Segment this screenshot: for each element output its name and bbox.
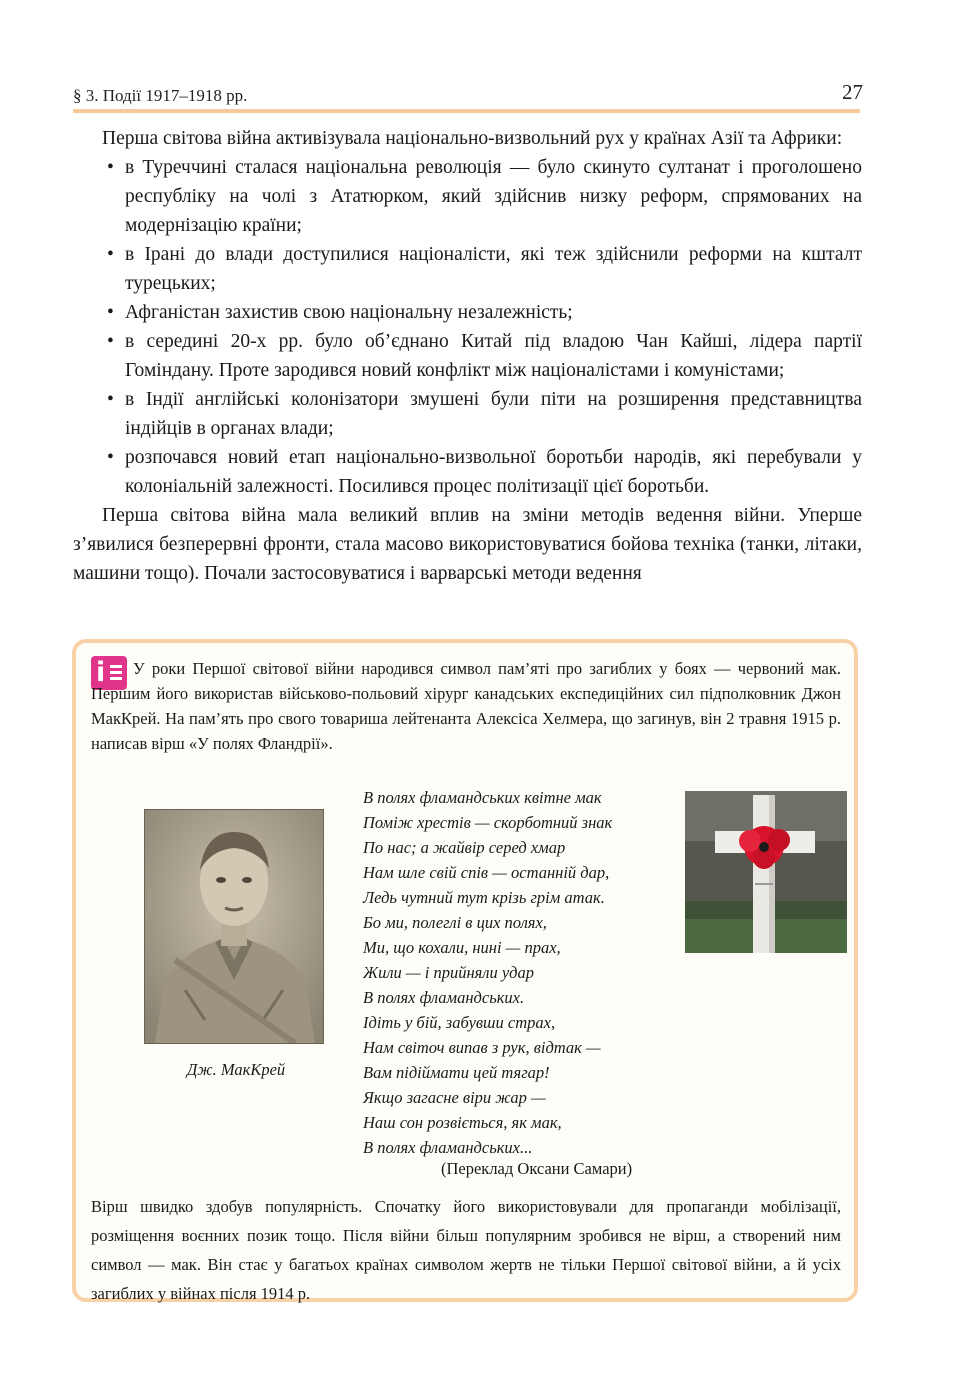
poem-line: Ідіть у бій, забувши страх, (363, 1013, 556, 1032)
poem (363, 785, 612, 1160)
list-item: • в середині 20-х рр. було об’єднано Китай під владою Чан Кайші, лідера партії Гоміндану. Проте зародився новий конфлікт між націоналістами і комуністами; (73, 327, 862, 385)
translator-credit: (Переклад Оксани Самари) (441, 1159, 633, 1178)
portrait-caption: Дж. МакКрей (186, 1060, 286, 1079)
list-item: • розпочався новий етап національно-визвольної боротьби народів, які перебували у колоніальній залежності. Посилився процес політизації цієї боротьби. (73, 443, 862, 501)
bullet-icon: • (107, 389, 114, 410)
section-title: § 3. Події 1917–1918 рр. (73, 86, 248, 105)
info-icon: i (91, 656, 127, 690)
poem-line: В полях фламандських... (363, 1138, 533, 1157)
closing-paragraph: Перша світова війна мала великий вплив на зміни методів ведення війни. Уперше з’явилися безперервні фронти, стала масово використовуватися бойова техніка (танки, літаки, машини тощо). Почали застосовуватися і варварські методи ведення (73, 505, 862, 584)
poem-line: Ледь чутний тут крізь грім атак. (363, 888, 605, 907)
bullet-list (73, 153, 862, 501)
bullet-icon: • (107, 331, 114, 352)
poem-line: Нам світоч випав з рук, відтак — (363, 1038, 601, 1057)
poem-line: Жили — і прийняли удар (363, 963, 534, 982)
bullet-icon: • (107, 157, 114, 178)
page-number: 27 (842, 80, 863, 104)
list-item: • в Індії англійські колонізатори змушені були піти на розширення представництва індійців в органах влади; (73, 385, 862, 443)
bullet-icon: • (107, 244, 114, 265)
poem-line: Якщо загасне віри жар — (363, 1088, 546, 1107)
poem-line: Поміж хрестів — скорботний знак (363, 813, 613, 832)
poem-line: В полях фламандських квітне мак (363, 788, 602, 807)
poem-line: Нам шле свій спів — останній дар, (363, 863, 610, 882)
poem-line: Бо ми, полеглі в цих полях, (363, 913, 547, 932)
list-item: • Афганістан захистив свою національну незалежність; (73, 298, 862, 327)
info-outro: Вірш швидко здобув популярність. Спочатку його використовували для пропаганди мобілізації, розміщення воєнних позик тощо. Після війни більш популярним зробився не вірш, а створений ним символ — мак. Він стає у багатьох країнах символом жертв не тільки Першої світової війни, а й усіх загиблих у війнах після 1914 р. (91, 1197, 841, 1303)
bullet-icon: • (107, 447, 114, 468)
poppy-cross-photo (685, 791, 847, 953)
list-item: • в Туреччині сталася національна революція — було скинуто султанат і проголошено республіку на чолі з Ататюрком, який здійснив низку реформ, спрямованих на модернізацію країни; (73, 153, 862, 240)
info-intro: У роки Першої світової війни народився символ пам’яті про загиблих у боях — червоний мак. Першим його використав військово-польовий хірург канадських експедиційних сил підполковник Джон МакКрей. На пам’ять про свого товариша лейтенанта Алексіса Хелмера, що загинув, він 2 травня 1915 р. написав вірш «У полях Фландрії». (91, 659, 841, 753)
poem-line: Ми, що кохали, нині — прах, (363, 938, 561, 957)
info-box (72, 639, 858, 1302)
poem-line: По нас; а жайвір серед хмар (363, 838, 566, 857)
poem-line: Наш сон розвіється, як мак, (363, 1113, 562, 1132)
list-item: • в Ірані до влади доступилися націоналісти, які теж здійснили реформи на кшталт турецьких; (73, 240, 862, 298)
bullet-icon: • (107, 302, 114, 323)
poem-line: Вам підіймати цей тягар! (363, 1063, 550, 1082)
main-text (73, 124, 862, 588)
mccrae-portrait (144, 809, 324, 1044)
intro-paragraph: Перша світова війна активізувала національно-визвольний рух у країнах Азії та Африки: (102, 128, 843, 149)
poem-line: В полях фламандських. (363, 988, 525, 1007)
header-divider (73, 109, 860, 113)
